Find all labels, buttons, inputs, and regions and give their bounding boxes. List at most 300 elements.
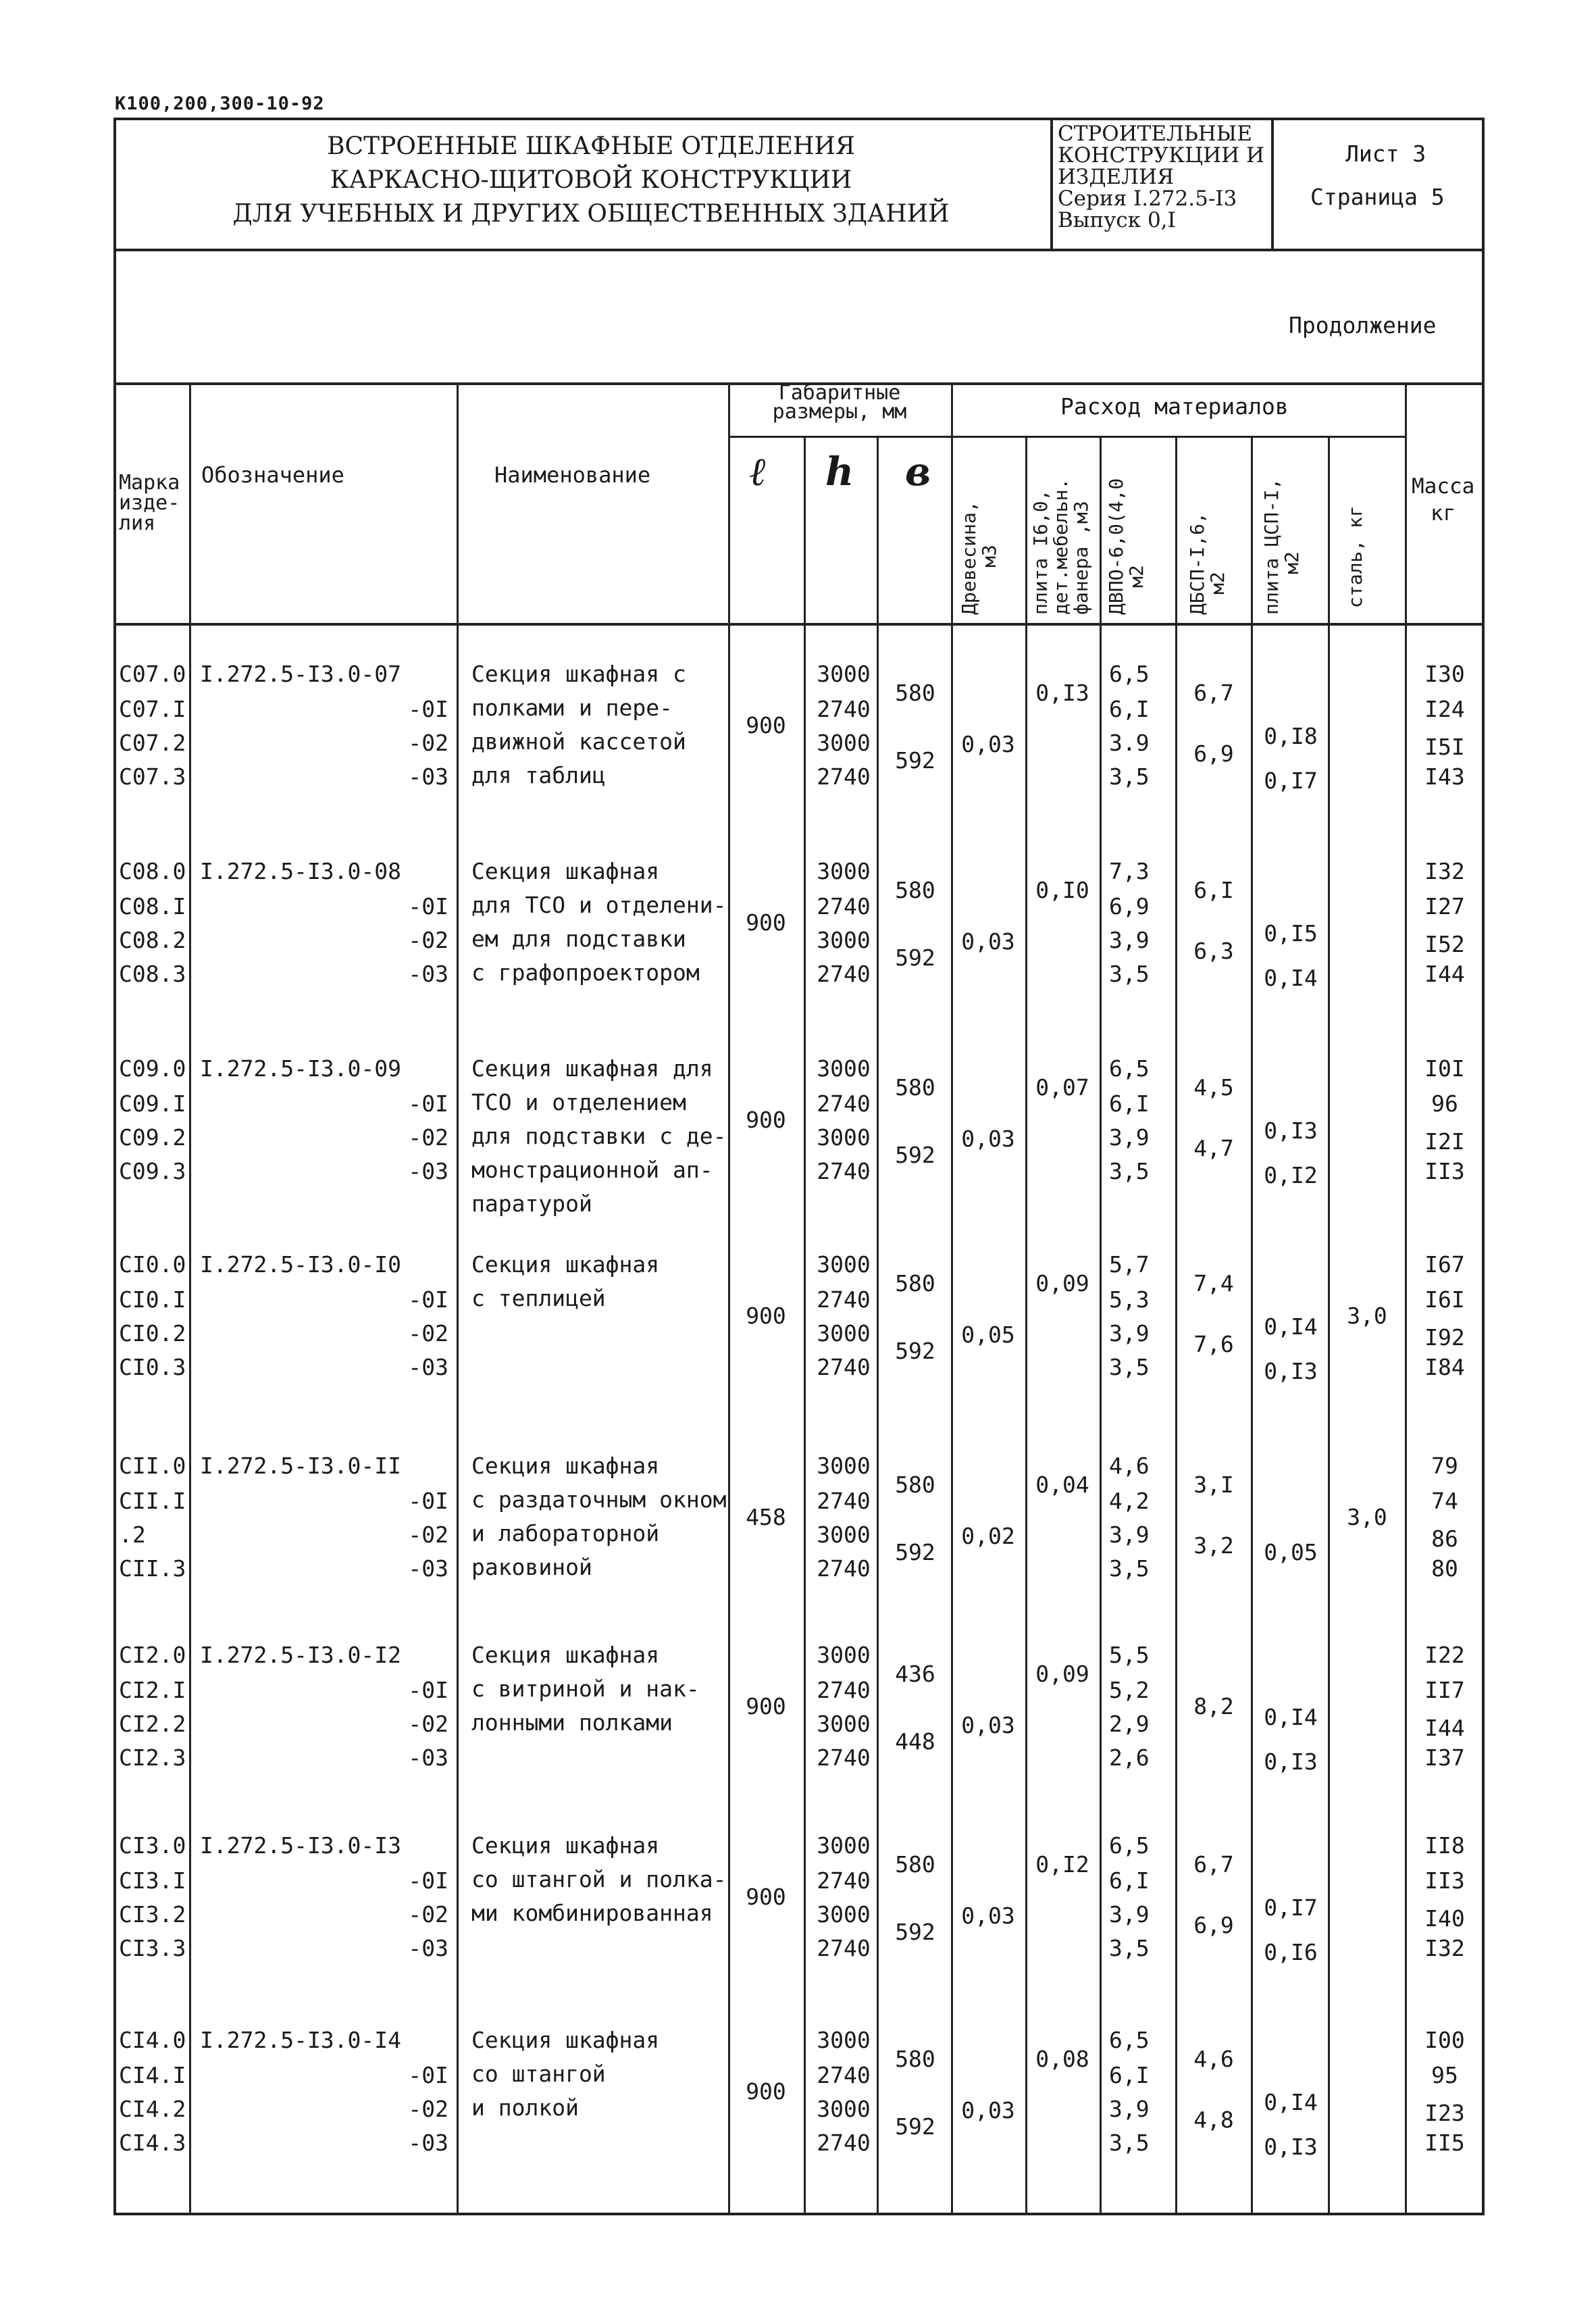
name-cell: с раздаточным окном (471, 1486, 727, 1513)
mass-cell: 96 (1431, 1090, 1458, 1117)
cdp-cell: 0,05 (1264, 1539, 1318, 1565)
dim-b-cell: 592 (895, 2113, 935, 2140)
dbsp-cell: 3,I (1193, 1472, 1234, 1498)
mass-cell: I43 (1424, 763, 1465, 790)
dim-b-cell: 592 (895, 747, 935, 774)
mark-cell: С09.I (119, 1090, 186, 1117)
dvpo-cell: 3.9 (1109, 730, 1150, 756)
dbsp-cell: 7,6 (1193, 1331, 1234, 1357)
name-cell: Секция шкафная для (471, 1055, 713, 1082)
plate-cell: 0,I3 (1035, 680, 1089, 706)
mass-cell: I37 (1424, 1744, 1465, 1771)
series-line: ИЗДЕЛИЯ (1058, 165, 1175, 189)
wood-cell: 0,02 (961, 1523, 1015, 1549)
dvpo-cell: 2,6 (1109, 1744, 1150, 1771)
steel-header-line: сталь, кг (1344, 505, 1366, 608)
dim-h-cell: 2740 (817, 1354, 871, 1380)
mass-cell: I00 (1424, 2027, 1465, 2053)
col-line (457, 382, 459, 2215)
dvpo-cell: 6,I (1109, 696, 1150, 722)
series-line: Выпуск 0,I (1058, 208, 1176, 232)
dvpo-header (1106, 478, 1147, 615)
designation-cell: -02 (408, 1521, 448, 1548)
dim-b-cell: 592 (895, 1142, 935, 1168)
dvpo-cell: 5,5 (1109, 1642, 1150, 1668)
wood-header (959, 501, 1000, 615)
name-cell: для подставки с де- (471, 1123, 727, 1149)
mark-cell: СI4.0 (119, 2027, 186, 2053)
cdp-cell: 0,I7 (1264, 1894, 1318, 1921)
mark-cell: СI0.0 (119, 1251, 186, 1278)
mass-header-line: Масса (1412, 474, 1475, 499)
name-cell: Секция шкафная (471, 1453, 660, 1479)
title-col-divider-2 (1271, 118, 1274, 250)
mass-cell: I52 (1424, 931, 1465, 957)
dim-l-cell: 900 (746, 712, 786, 738)
mass-cell: II7 (1424, 1677, 1465, 1703)
mass-cell: I5I (1424, 734, 1465, 760)
mass-cell: 86 (1431, 1526, 1458, 1552)
designation-cell: -02 (408, 1711, 448, 1737)
cdp-cell: 0,I4 (1264, 1704, 1318, 1730)
dim-h-cell: 2740 (817, 1286, 871, 1313)
mark-cell: СII.3 (119, 1555, 186, 1582)
name-cell: для ТСО и отделени- (471, 892, 727, 918)
mark-cell: СI0.3 (119, 1354, 186, 1380)
mark-cell: С07.I (119, 696, 186, 722)
mark-cell: .2 (119, 1521, 146, 1548)
mark-cell: С09.0 (119, 1055, 186, 1082)
dvpo-cell: 6,5 (1109, 1832, 1150, 1859)
dim-h-cell: 2740 (817, 1090, 871, 1117)
name-cell: Секция шкафная (471, 2027, 660, 2053)
dbsp-cell: 7,4 (1193, 1270, 1234, 1297)
dvpo-cell: 3,9 (1109, 1521, 1150, 1548)
wood-cell: 0,03 (961, 1712, 1015, 1738)
dim-h-cell: 3000 (817, 1832, 871, 1859)
cdp-cell: 0,I3 (1264, 2134, 1318, 2160)
name-cell: со штангой и полка- (471, 1866, 727, 1892)
mark-header-line: Марка (119, 471, 180, 495)
dvpo-cell: 3,9 (1109, 2096, 1150, 2122)
name-cell: Секция шкафная (471, 858, 660, 884)
designation-cell: I.272.5-I3.0-08 (200, 858, 402, 884)
name-cell: Секция шкафная (471, 1251, 660, 1278)
designation-cell: -02 (408, 1320, 448, 1347)
name-cell: паратурой (471, 1190, 592, 1217)
mass-cell: I92 (1424, 1324, 1465, 1351)
mark-header-line: лия (119, 511, 156, 535)
dim-h-cell: 3000 (817, 1711, 871, 1737)
mass-cell: 74 (1431, 1488, 1458, 1514)
designation-cell: I.272.5-I3.0-09 (200, 1055, 402, 1082)
dvpo-cell: 3,9 (1109, 1901, 1150, 1928)
header-bottom-line (113, 623, 1485, 626)
designation-cell: -0I (408, 2062, 448, 2088)
dim-l-cell: 900 (746, 909, 786, 936)
mass-cell: 80 (1431, 1555, 1458, 1582)
name-cell: ем для подставки (471, 926, 686, 952)
dim-h-cell: 2740 (817, 893, 871, 920)
mark-cell: СI2.3 (119, 1744, 186, 1771)
designation-cell: -0I (408, 696, 448, 722)
cdp-header-line: плита ЦСП-I, (1260, 478, 1283, 615)
dim-b-cell: 448 (895, 1728, 935, 1755)
dim-l-cell: 900 (746, 2078, 786, 2105)
document-title (203, 130, 979, 231)
designation-cell: -0I (408, 1286, 448, 1313)
dim-h-cell: 2740 (817, 1677, 871, 1703)
dim-h-cell: 2740 (817, 1867, 871, 1894)
designation-cell: -03 (408, 1555, 448, 1582)
dvpo-cell: 6,5 (1109, 661, 1150, 687)
col-line (1100, 436, 1102, 2215)
mark-cell: СI3.3 (119, 1935, 186, 1961)
dvpo-cell: 6,I (1109, 2062, 1150, 2088)
dvpo-cell: 6,I (1109, 1090, 1150, 1117)
dim-b-header: в (905, 449, 931, 495)
dvpo-cell: 7,3 (1109, 858, 1150, 884)
name-cell: ми комбинированная (471, 1900, 713, 1926)
name-cell: Секция шкафная с (471, 661, 686, 687)
wood-cell: 0,03 (961, 2097, 1015, 2123)
dim-h-cell: 2740 (817, 2062, 871, 2088)
col-line (804, 436, 806, 2215)
steel-header (1345, 505, 1366, 608)
plate-header-line: плита I6,0, (1029, 489, 1052, 615)
dbsp-header (1187, 512, 1228, 615)
dims-header (728, 381, 951, 424)
mark-cell: С07.0 (119, 661, 186, 687)
name-cell: лонными полками (471, 1709, 673, 1736)
mark-cell: СI2.2 (119, 1711, 186, 1737)
dim-h-cell: 3000 (817, 858, 871, 884)
dvpo-cell: 6,5 (1109, 2027, 1150, 2053)
designation-cell: -02 (408, 1901, 448, 1928)
name-cell: для таблиц (471, 762, 606, 788)
dim-h-cell: 3000 (817, 661, 871, 687)
mass-cell: II3 (1424, 1867, 1465, 1894)
dims-header-line: размеры, мм (772, 400, 907, 424)
mark-cell: С08.I (119, 893, 186, 920)
continuation-label: Продолжение (1289, 312, 1437, 338)
dvpo-cell: 6,5 (1109, 1055, 1150, 1082)
mark-cell: СII.0 (119, 1453, 186, 1479)
name-cell: раковиной (471, 1554, 592, 1580)
plate-header-line: фанера ,м3 (1070, 501, 1092, 615)
mark-cell: СI4.2 (119, 2096, 186, 2122)
plate-cell: 0,09 (1035, 1270, 1089, 1297)
dim-l-cell: 900 (746, 1693, 786, 1719)
designation-cell: -0I (408, 1867, 448, 1894)
sheet-number: Лист 3 (1345, 141, 1426, 167)
dim-b-cell: 580 (895, 877, 935, 903)
mass-cell: I27 (1424, 893, 1465, 920)
dim-h-cell: 2740 (817, 696, 871, 722)
dim-h-cell: 2740 (817, 1555, 871, 1582)
name-cell: ТСО и отделением (471, 1089, 686, 1115)
mass-cell: I23 (1424, 2100, 1465, 2126)
dim-b-cell: 580 (895, 1270, 935, 1297)
series-block (1058, 123, 1264, 231)
dvpo-cell: 5,3 (1109, 1286, 1150, 1313)
wood-cell: 0,03 (961, 731, 1015, 757)
mass-cell: I6I (1424, 1286, 1465, 1313)
dvpo-cell: 3,5 (1109, 1354, 1150, 1380)
dvpo-header-line: ДВПО-6,0(4,0 (1105, 478, 1127, 615)
dim-h-cell: 2740 (817, 763, 871, 790)
dim-b-cell: 592 (895, 1338, 935, 1364)
dim-b-cell: 580 (895, 1472, 935, 1498)
dvpo-header-line: м2 (1125, 565, 1148, 588)
cdp-cell: 0,I2 (1264, 1162, 1318, 1188)
dim-h-cell: 3000 (817, 1901, 871, 1928)
cdp-cell: 0,I6 (1264, 1939, 1318, 1965)
mark-cell: С08.0 (119, 858, 186, 884)
dvpo-cell: 3,9 (1109, 1320, 1150, 1347)
dbsp-cell: 3,2 (1193, 1532, 1234, 1559)
dvpo-cell: 3,5 (1109, 1935, 1150, 1961)
designation-cell: -03 (408, 961, 448, 987)
dim-l-cell: 900 (746, 1107, 786, 1133)
designation-cell: -0I (408, 1090, 448, 1117)
mass-cell: I22 (1424, 1642, 1465, 1668)
mass-cell: I24 (1424, 696, 1465, 722)
wood-cell: 0,03 (961, 1903, 1015, 1929)
col-line (1328, 436, 1330, 2215)
dim-h-header: h (825, 449, 854, 495)
dvpo-cell: 5,2 (1109, 1677, 1150, 1703)
designation-cell: I.272.5-I3.0-I0 (200, 1251, 402, 1278)
mass-cell: I67 (1424, 1251, 1465, 1278)
dbsp-cell: 4,7 (1193, 1135, 1234, 1161)
mass-header-line: кг (1431, 501, 1456, 526)
title-divider (113, 249, 1485, 251)
mass-cell: I40 (1424, 1905, 1465, 1932)
mark-header-line: изде- (119, 491, 180, 515)
name-cell: и лабораторной (471, 1520, 660, 1546)
dim-h-cell: 3000 (817, 1453, 871, 1479)
designation-cell: I.272.5-I3.0-I4 (200, 2027, 402, 2053)
plate-cell: 0,09 (1035, 1661, 1089, 1687)
dim-h-cell: 3000 (817, 927, 871, 953)
dim-h-cell: 3000 (817, 1320, 871, 1347)
designation-cell: -03 (408, 1744, 448, 1771)
cdp-cell: 0,I3 (1264, 1117, 1318, 1144)
dbsp-cell: 4,6 (1193, 2046, 1234, 2072)
dvpo-cell: 3,5 (1109, 1555, 1150, 1582)
dvpo-cell: 3,5 (1109, 763, 1150, 790)
mark-cell: СI4.3 (119, 2130, 186, 2156)
dvpo-cell: 5,7 (1109, 1251, 1150, 1278)
page-number: Страница 5 (1310, 184, 1445, 210)
dim-h-cell: 3000 (817, 1521, 871, 1548)
designation-cell: -03 (408, 2130, 448, 2156)
mass-cell: I32 (1424, 858, 1465, 884)
dvpo-cell: 3,5 (1109, 961, 1150, 987)
cdp-cell: 0,I4 (1264, 1313, 1318, 1340)
designation-cell: -0I (408, 1488, 448, 1514)
dim-h-cell: 2740 (817, 1488, 871, 1514)
mark-cell: С07.2 (119, 730, 186, 756)
designation-cell: -02 (408, 927, 448, 953)
dim-h-cell: 2740 (817, 1935, 871, 1961)
designation-cell: -03 (408, 1158, 448, 1184)
series-line: КОНСТРУКЦИИ И (1058, 143, 1265, 168)
title-line: ВСТРОЕННЫЕ ШКАФНЫЕ ОТДЕЛЕНИЯ (327, 132, 855, 160)
plate-header-line: дет.мебельн. (1050, 478, 1072, 615)
mark-cell: СI2.0 (119, 1642, 186, 1668)
title-line: ДЛЯ УЧЕБНЫХ И ДРУГИХ ОБЩЕСТВЕННЫХ ЗДАНИЙ (232, 200, 950, 228)
wood-cell: 0,03 (961, 1126, 1015, 1152)
designation-cell: -03 (408, 1354, 448, 1380)
dbsp-cell: 6,I (1193, 877, 1234, 903)
dim-l-header: ℓ (750, 449, 767, 495)
dbsp-cell: 8,2 (1193, 1693, 1234, 1719)
mark-cell: СI3.0 (119, 1832, 186, 1859)
plate-cell: 0,04 (1035, 1472, 1089, 1498)
designation-cell: -03 (408, 1935, 448, 1961)
designation-cell: -02 (408, 730, 448, 756)
dim-b-cell: 592 (895, 945, 935, 971)
dvpo-cell: 3,9 (1109, 1124, 1150, 1151)
dim-b-cell: 592 (895, 1919, 935, 1945)
mass-cell: I44 (1424, 961, 1465, 987)
mark-cell: С09.2 (119, 1124, 186, 1151)
designation-cell: -02 (408, 2096, 448, 2122)
plate-header (1031, 478, 1091, 615)
wood-header-line: м3 (978, 545, 1000, 568)
wood-cell: 0,05 (961, 1322, 1015, 1348)
mass-cell: I84 (1424, 1354, 1465, 1380)
dim-b-cell: 580 (895, 680, 935, 706)
cdp-cell: 0,I3 (1264, 1749, 1318, 1775)
cdp-cell: 0,I4 (1264, 965, 1318, 991)
cdp-cell: 0,I5 (1264, 920, 1318, 947)
mark-cell: СI4.I (119, 2062, 186, 2088)
name-cell: Секция шкафная (471, 1642, 660, 1668)
dvpo-cell: 3,9 (1109, 927, 1150, 953)
designation-cell: I.272.5-I3.0-II (200, 1453, 402, 1479)
mark-cell: С07.3 (119, 763, 186, 790)
dim-h-cell: 2740 (817, 1158, 871, 1184)
name-header: Наименование (494, 462, 651, 488)
designation-cell: I.272.5-I3.0-07 (200, 661, 402, 687)
dbsp-cell: 6,7 (1193, 1851, 1234, 1878)
col-line (189, 382, 191, 2215)
cdp-header (1262, 478, 1302, 615)
dims-header-line: Габаритные (778, 381, 901, 405)
mark-cell: СII.I (119, 1488, 186, 1514)
designation-header: Обозначение (201, 462, 344, 488)
name-cell: монстрационной ап- (471, 1157, 713, 1183)
mark-cell: СI0.2 (119, 1320, 186, 1347)
mark-cell: СI0.I (119, 1286, 186, 1313)
materials-header: Расход материалов (1060, 393, 1289, 420)
cdp-cell: 0,I8 (1264, 723, 1318, 749)
dim-b-cell: 580 (895, 2046, 935, 2072)
plate-cell: 0,07 (1035, 1074, 1089, 1101)
dvpo-cell: 4,6 (1109, 1453, 1150, 1479)
cdp-cell: 0,I4 (1264, 2089, 1318, 2115)
steel-cell: 3,0 (1347, 1303, 1387, 1329)
dim-h-cell: 3000 (817, 2096, 871, 2122)
dim-l-cell: 458 (746, 1504, 786, 1530)
mark-cell: СI3.2 (119, 1901, 186, 1928)
mark-header (119, 473, 180, 534)
steel-cell: 3,0 (1347, 1504, 1387, 1530)
mass-cell: I2I (1424, 1128, 1465, 1155)
dim-h-cell: 3000 (817, 2027, 871, 2053)
designation-cell: -02 (408, 1124, 448, 1151)
mass-cell: I32 (1424, 1935, 1465, 1961)
designation-cell: -0I (408, 893, 448, 920)
col-line (1175, 436, 1177, 2215)
dvpo-cell: 4,2 (1109, 1488, 1150, 1514)
plate-cell: 0,08 (1035, 2046, 1089, 2072)
dbsp-cell: 6,9 (1193, 1912, 1234, 1938)
name-cell: с витриной и нак- (471, 1676, 700, 1702)
mass-cell: II3 (1424, 1158, 1465, 1184)
name-cell: Секция шкафная (471, 1832, 660, 1859)
dim-l-cell: 900 (746, 1303, 786, 1329)
mass-cell: 79 (1431, 1453, 1458, 1479)
mass-cell: 95 (1431, 2062, 1458, 2088)
dim-h-cell: 2740 (817, 1744, 871, 1771)
designation-cell: -03 (408, 763, 448, 790)
name-cell: и полкой (471, 2094, 579, 2121)
mark-cell: С09.3 (119, 1158, 186, 1184)
mark-cell: СI2.I (119, 1677, 186, 1703)
designation-cell: I.272.5-I3.0-I3 (200, 1832, 402, 1859)
dim-h-cell: 3000 (817, 1124, 871, 1151)
dbsp-header-line: ДБСП-I,6, (1186, 512, 1208, 615)
mark-cell: СI3.I (119, 1867, 186, 1894)
dim-h-cell: 2740 (817, 961, 871, 987)
wood-header-line: Древесина, (958, 501, 980, 615)
mark-cell: С08.3 (119, 961, 186, 987)
dim-h-cell: 2740 (817, 2130, 871, 2156)
col-line (1405, 382, 1407, 2215)
dbsp-cell: 4,5 (1193, 1074, 1234, 1101)
dim-b-cell: 580 (895, 1074, 935, 1101)
mass-cell: II8 (1424, 1832, 1465, 1859)
name-cell: с теплицей (471, 1285, 606, 1311)
dbsp-cell: 6,9 (1193, 740, 1234, 767)
plate-cell: 0,I2 (1035, 1851, 1089, 1878)
dim-b-cell: 436 (895, 1661, 935, 1687)
cdp-header-line: м2 (1281, 551, 1303, 574)
col-line (1251, 436, 1253, 2215)
mass-cell: I30 (1424, 661, 1465, 687)
title-col-divider-1 (1050, 118, 1053, 250)
document-code: К100,200,300-10-92 (115, 93, 325, 114)
dbsp-cell: 4,8 (1193, 2107, 1234, 2133)
mark-cell: С08.2 (119, 927, 186, 953)
dim-l-cell: 900 (746, 1884, 786, 1910)
dbsp-cell: 6,7 (1193, 680, 1234, 706)
series-line: Серия I.272.5-I3 (1058, 186, 1237, 211)
name-cell: со штангой (471, 2061, 606, 2087)
col-line (951, 382, 953, 2215)
dim-h-cell: 3000 (817, 1642, 871, 1668)
dbsp-header-line: м2 (1206, 572, 1229, 595)
cdp-cell: 0,I7 (1264, 768, 1318, 794)
mass-header (1412, 473, 1474, 527)
cdp-cell: 0,I3 (1264, 1358, 1318, 1384)
mass-cell: II5 (1424, 2130, 1465, 2156)
dim-h-cell: 3000 (817, 1055, 871, 1082)
